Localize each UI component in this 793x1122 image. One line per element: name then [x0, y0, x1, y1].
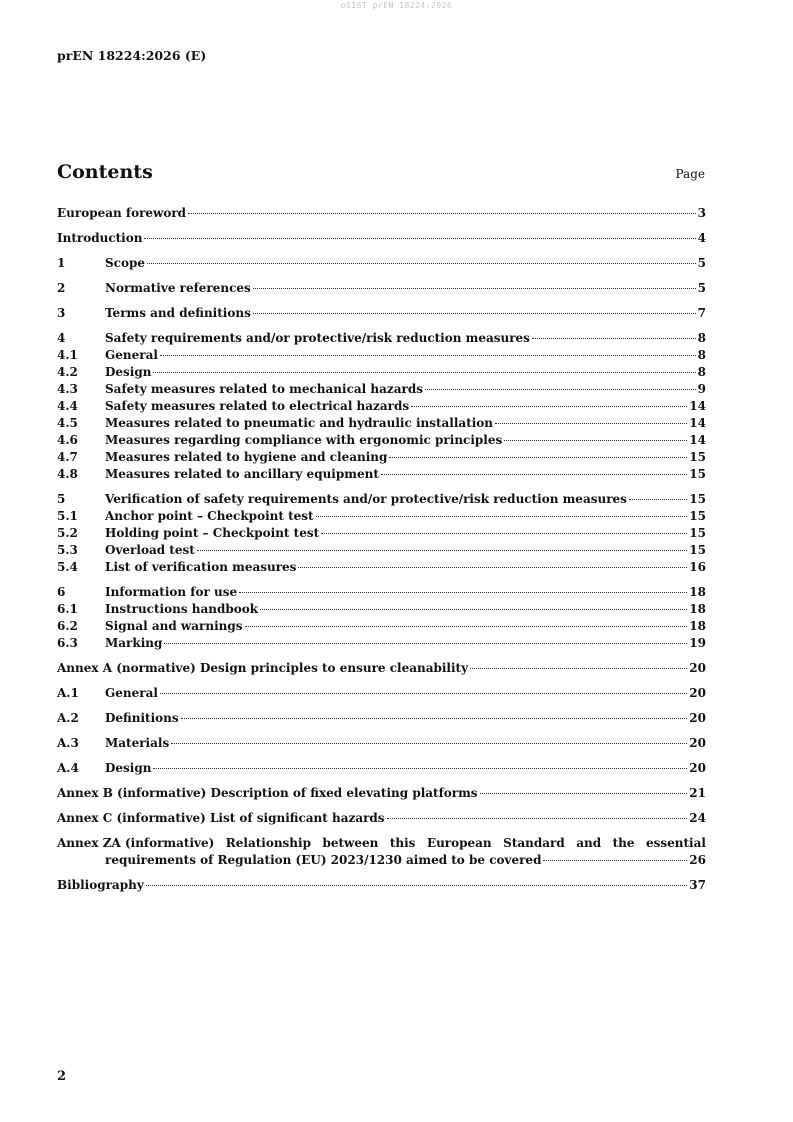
toc-entry-page: 18 — [689, 619, 706, 633]
toc-entry-title: Bibliography — [57, 878, 144, 892]
toc-entry-number: 6.2 — [57, 619, 78, 633]
dot-leader — [504, 430, 687, 441]
toc-entry[interactable] — [57, 660, 706, 677]
toc-entry-page: 7 — [697, 306, 706, 320]
toc-entry[interactable] — [57, 305, 706, 322]
toc-entry-number: A.4 — [57, 761, 79, 775]
dot-leader — [181, 708, 688, 719]
annex-za-word: this — [389, 836, 416, 850]
dot-leader — [171, 733, 687, 744]
toc-entry[interactable] — [57, 255, 706, 272]
contents-title: Contents — [57, 161, 153, 183]
toc-entry-number: 6.3 — [57, 636, 78, 650]
toc-entry-page: 18 — [689, 585, 706, 599]
toc-entry-title: Signal and warnings — [105, 619, 243, 633]
toc-entry-title: Terms and definitions — [105, 306, 251, 320]
toc-entry-title: Annex C (informative) List of significant hazards — [57, 811, 385, 825]
toc-entry-title: Design — [105, 761, 152, 775]
toc-entry-number: 6.1 — [57, 602, 78, 616]
toc-entry[interactable] — [57, 635, 706, 652]
toc-entry[interactable] — [57, 280, 706, 297]
toc-entry-title: Measures related to ancillary equipment — [105, 467, 379, 481]
toc-entry-page: 15 — [689, 492, 706, 506]
toc-entry-bibliography[interactable] — [57, 877, 706, 894]
toc-entry-title: Definitions — [105, 711, 179, 725]
dot-leader — [470, 658, 687, 669]
footer-page-number: 2 — [57, 1069, 67, 1084]
toc-entry[interactable] — [57, 205, 706, 222]
toc-entry-number: 4 — [57, 331, 66, 345]
toc-entry-page: 14 — [689, 416, 706, 430]
dot-leader — [629, 489, 687, 500]
toc-entry-title: Overload test — [105, 543, 195, 557]
toc-entry-title: Materials — [105, 736, 170, 750]
toc-entry-title: Measures related to hygiene and cleaning — [105, 450, 388, 464]
toc-entry-title: General — [105, 686, 158, 700]
toc-entry-title: Annex A (normative) Design principles to ensure cleanability — [57, 661, 469, 675]
dot-leader — [381, 464, 687, 475]
dot-leader — [298, 557, 687, 568]
toc-entry-number: 4.3 — [57, 382, 78, 396]
dot-leader — [147, 253, 696, 264]
toc-entry-number: 5.1 — [57, 509, 78, 523]
toc-entry-title: Marking — [105, 636, 163, 650]
toc-entry-page: 9 — [697, 382, 706, 396]
toc-entry-number: 5 — [57, 492, 66, 506]
toc-entry[interactable] — [57, 685, 706, 702]
toc-entry-number: A.3 — [57, 736, 79, 750]
toc-entry-number: 1 — [57, 256, 66, 270]
annex-za-word: essential — [646, 836, 706, 850]
toc-entry[interactable] — [57, 760, 706, 777]
dot-leader — [260, 599, 687, 610]
dot-leader — [425, 379, 696, 390]
toc-entry-title: Measures regarding compliance with ergonomic principles — [105, 433, 503, 447]
toc-entry-title: Scope — [105, 256, 146, 270]
dot-leader — [160, 683, 687, 694]
document-id: prEN 18224:2026 (E) — [57, 48, 207, 63]
toc-entry-number: A.1 — [57, 686, 79, 700]
toc-entry-number: 2 — [57, 281, 66, 295]
toc-entry-page: 18 — [689, 602, 706, 616]
annex-za-word: and — [576, 836, 602, 850]
toc-entry-title: Safety requirements and/or protective/risk reduction measures — [105, 331, 530, 345]
dot-leader — [245, 616, 688, 627]
toc-entry-page: 14 — [689, 433, 706, 447]
toc-entry[interactable] — [57, 735, 706, 752]
dot-leader — [316, 506, 688, 517]
toc-entry-page: 20 — [689, 661, 706, 675]
table-of-contents — [57, 205, 706, 894]
toc-entry-page: 24 — [689, 811, 706, 825]
toc-entry-number: 5.2 — [57, 526, 78, 540]
toc-entry[interactable] — [57, 785, 706, 802]
toc-entry-page: 21 — [689, 786, 706, 800]
toc-entry-page: 5 — [697, 256, 706, 270]
toc-entry-title: Normative references — [105, 281, 251, 295]
dot-leader — [389, 447, 687, 458]
toc-entry-title: Verification of safety requirements and/or protective/risk reduction measures — [105, 492, 627, 506]
toc-entry-title: General — [105, 348, 158, 362]
dot-leader — [144, 228, 695, 239]
dot-leader — [146, 875, 688, 886]
dot-leader — [321, 523, 687, 534]
dot-leader — [239, 582, 687, 593]
toc-entry-title: Measures related to pneumatic and hydraulic installation — [105, 416, 494, 430]
toc-entry-number: 6 — [57, 585, 66, 599]
annex-za-title-line2: requirements of Regulation (EU) 2023/1230 aimed to be covered — [105, 853, 542, 867]
toc-entry-number: 5.3 — [57, 543, 78, 557]
toc-entry-page: 20 — [689, 686, 706, 700]
dot-leader — [188, 203, 696, 214]
toc-entry-title: European foreword — [57, 206, 187, 220]
dot-leader — [160, 345, 696, 356]
toc-entry-number: 4.1 — [57, 348, 78, 362]
toc-entry-page: 19 — [689, 636, 706, 650]
toc-entry[interactable] — [57, 466, 706, 483]
toc-entry[interactable] — [57, 710, 706, 727]
toc-entry-title: Instructions handbook — [105, 602, 259, 616]
toc-entry-page: 20 — [689, 711, 706, 725]
toc-entry-number: A.2 — [57, 711, 79, 725]
toc-entry-number: 4.5 — [57, 416, 78, 430]
annex-za-word: Standard — [503, 836, 565, 850]
toc-entry-page: 3 — [697, 206, 706, 220]
dot-leader — [387, 808, 688, 819]
toc-entry-number: 5.4 — [57, 560, 78, 574]
toc-entry-page: 15 — [689, 509, 706, 523]
dot-leader — [480, 783, 688, 794]
toc-entry-number: 4.4 — [57, 399, 78, 413]
dot-leader — [153, 362, 695, 373]
toc-entry-title: Anchor point – Checkpoint test — [105, 509, 314, 523]
dot-leader — [253, 278, 696, 289]
dot-leader — [153, 758, 687, 769]
dot-leader — [532, 328, 696, 339]
toc-entry-page: 37 — [689, 878, 706, 892]
dot-leader — [495, 413, 687, 424]
dot-leader — [197, 540, 688, 551]
toc-entry[interactable] — [57, 230, 706, 247]
toc-entry-title: Annex B (informative) Description of fixed elevating platforms — [57, 786, 478, 800]
toc-entry-annex-za[interactable] — [57, 835, 706, 869]
dot-leader — [411, 396, 687, 407]
annex-za-word: Relationship — [225, 836, 311, 850]
watermark: oSIST prEN 18224:2026 — [340, 1, 453, 10]
dot-leader — [164, 633, 687, 644]
toc-entry-page: 20 — [689, 761, 706, 775]
toc-entry-number: 4.7 — [57, 450, 78, 464]
toc-entry-page: 14 — [689, 399, 706, 413]
toc-entry-page: 26 — [689, 853, 706, 867]
dot-leader — [253, 303, 696, 314]
toc-entry-page: 8 — [697, 365, 706, 379]
toc-entry-number: 4.6 — [57, 433, 78, 447]
annex-za-word: the — [612, 836, 635, 850]
toc-entry-title: Design — [105, 365, 152, 379]
toc-entry-page: 15 — [689, 526, 706, 540]
toc-entry-page: 4 — [697, 231, 706, 245]
toc-entry-page: 15 — [689, 450, 706, 464]
toc-entry-number: 4.2 — [57, 365, 78, 379]
toc-entry-page: 5 — [697, 281, 706, 295]
toc-entry-page: 8 — [697, 348, 706, 362]
annex-za-word: European — [426, 836, 492, 850]
toc-entry-page: 15 — [689, 467, 706, 481]
toc-entry-page: 16 — [689, 560, 706, 574]
toc-entry-title: Holding point – Checkpoint test — [105, 526, 320, 540]
toc-entry-title: Information for use — [105, 585, 238, 599]
toc-entry-title: Safety measures related to mechanical hazards — [105, 382, 423, 396]
page-column-label: Page — [675, 167, 705, 181]
dot-leader — [543, 850, 687, 861]
toc-entry-page: 20 — [689, 736, 706, 750]
toc-entry-page: 15 — [689, 543, 706, 557]
toc-entry-page: 8 — [697, 331, 706, 345]
toc-entry[interactable] — [57, 559, 706, 576]
annex-za-word: between — [322, 836, 379, 850]
toc-entry-title: Introduction — [57, 231, 143, 245]
annex-za-word: Annex ZA (informative) — [57, 836, 215, 850]
toc-entry-number: 4.8 — [57, 467, 78, 481]
toc-entry-number: 3 — [57, 306, 66, 320]
toc-entry-title: Safety measures related to electrical hazards — [105, 399, 410, 413]
toc-entry[interactable] — [57, 810, 706, 827]
toc-entry-title: List of verification measures — [105, 560, 297, 574]
